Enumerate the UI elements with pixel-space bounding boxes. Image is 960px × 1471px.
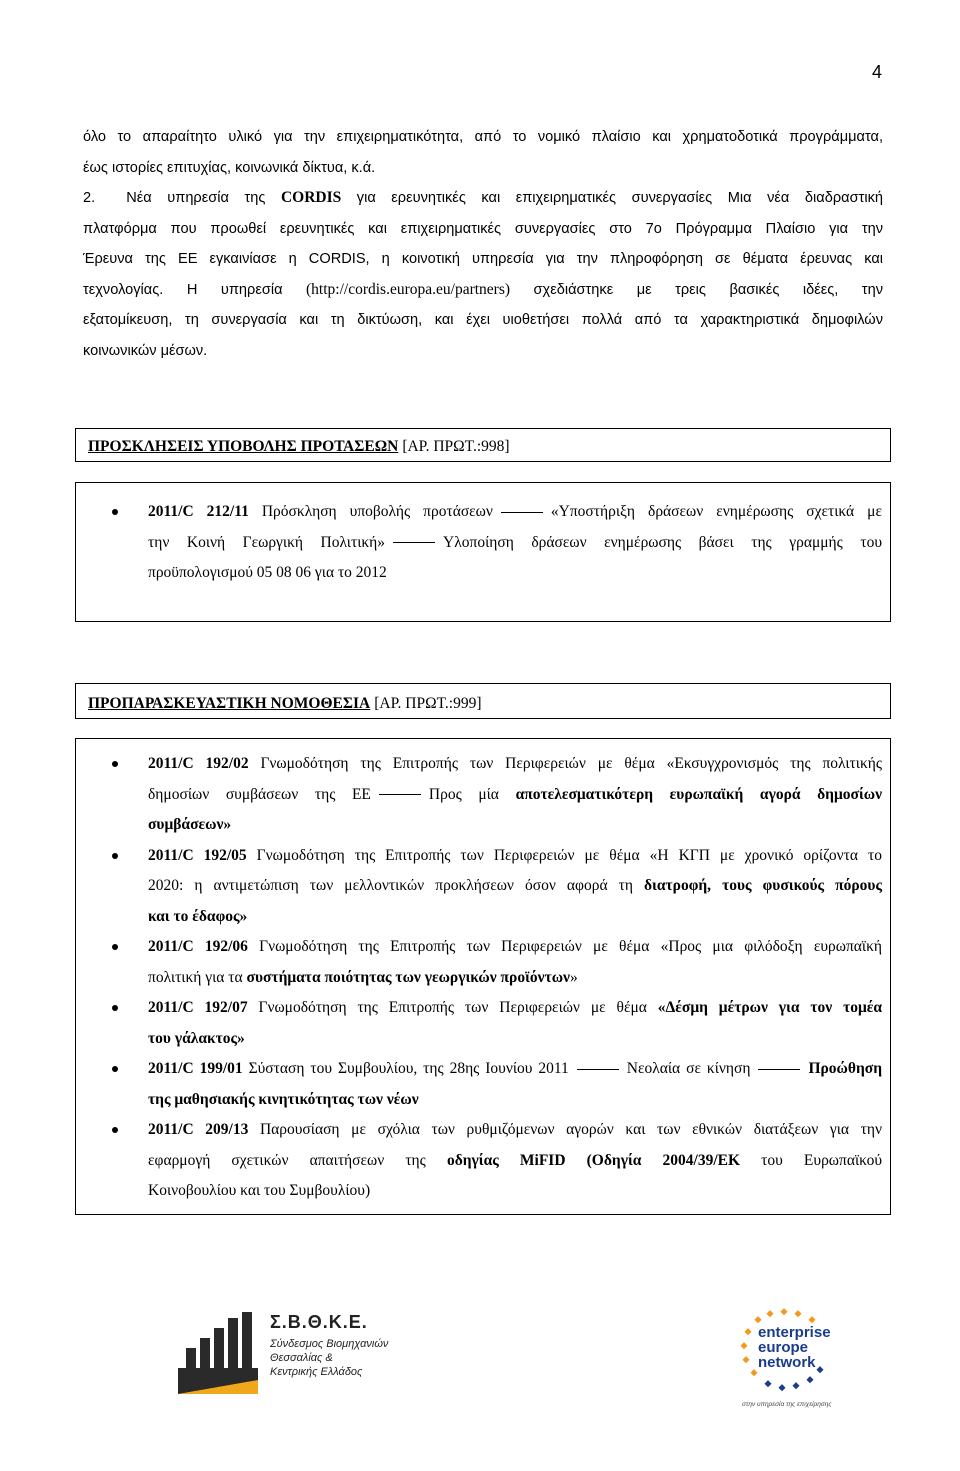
item-text: δημοσίων συμβάσεων της ΕΕ xyxy=(148,785,371,803)
item-bold-text: και το έδαφος» xyxy=(148,907,248,925)
item-text: Σύσταση του Συμβουλίου, της 28ης Ιουνίου 2011 xyxy=(248,1060,569,1077)
intro-line xyxy=(83,275,883,306)
item-text: την Κοινή Γεωργική Πολιτική» xyxy=(148,533,386,551)
intro-line: πλατφόρμα που προωθεί ερευνητικές και επιχειρηματικές συνεργασίες στο 7ο Πρόγραμμα Πλαίσιο για την xyxy=(83,220,883,237)
intro-line: όλο το απαραίτητο υλικό για την επιχειρηματικότητα, από το νομικό πλαίσιο και χρηματοδοτικά προγράμματα, xyxy=(83,129,883,145)
een-word: network xyxy=(758,1354,816,1371)
item-text: προϋπολογισμού 05 08 06 για το 2012 xyxy=(148,564,387,581)
item-text: Νέα υπηρεσία της xyxy=(126,190,266,206)
item-text: του Ευρωπαϊκού xyxy=(761,1151,883,1169)
item-code: 2011/C 192/05 xyxy=(148,846,247,864)
bullet-icon xyxy=(112,944,118,950)
item-text: Υλοποίηση δράσεων ενημέρωσης βάσει της γραμμής του xyxy=(443,533,882,551)
item-code: 2011/C 192/07 xyxy=(148,999,248,1016)
item-code: 2011/C 192/06 xyxy=(148,938,248,955)
item-bold-text: Προώθηση xyxy=(808,1060,883,1077)
item-text: 2020: η αντιμετώπιση των μελλοντικών προκλήσεων όσον αφορά τη xyxy=(148,877,633,894)
item-2-line xyxy=(83,183,883,214)
item-code: 2011/C 209/13 xyxy=(148,1121,249,1138)
intro-line: έως ιστορίες επιτυχίας, κοινωνικά δίκτυα, κ.ά. xyxy=(83,159,376,176)
logo-subtitle: Σύνδεσμος Βιομηχανιών xyxy=(270,1338,389,1350)
item-text: Γνωμοδότηση της Επιτροπής των Περιφερειών με θέμα «Προς μια φιλόδοξη ευρωπαϊκή xyxy=(259,938,882,955)
item-text: Πρόσκληση υποβολής προτάσεων xyxy=(261,503,493,520)
section-title: ΠΡΟΣΚΛΗΣΕΙΣ ΥΠΟΒΟΛΗΣ ΠΡΟΤΑΣΕΩΝ xyxy=(88,438,399,455)
een-word: europe xyxy=(758,1339,809,1356)
item-code: 2011/C 212/11 xyxy=(148,503,249,520)
cordis-url-link[interactable]: (http://cordis.europa.eu/partners) xyxy=(306,280,511,298)
calls-list xyxy=(76,483,890,589)
sbthke-text xyxy=(270,1312,388,1379)
een-tagline: στην υπηρεσία της επιχείρησης xyxy=(742,1401,832,1408)
intro-text-part: σχεδιάστηκε με τρεις βασικές ιδέες, την xyxy=(533,281,883,298)
list-item xyxy=(76,841,890,933)
item-bold-text: «Δέσμη μέτρων για τον τομέα xyxy=(657,999,883,1016)
item-bold-text: συστήματα ποιότητας των γεωργικών προϊόντων xyxy=(246,968,570,986)
bullet-icon xyxy=(112,1005,118,1011)
item-text: «Υποστήριξη δράσεων ενημέρωσης σχετικά με xyxy=(550,503,882,520)
cordis-name: CORDIS xyxy=(280,189,342,206)
bullet-icon xyxy=(112,853,118,859)
intro-line: Έρευνα της ΕΕ εγκαινίασε η CORDIS, η κοινοτική υπηρεσία για την πληροφόρηση σε θέματα έρευνας και xyxy=(83,251,883,267)
item-bold-text: αποτελεσματικότερη ευρωπαϊκή αγορά δημοσίων xyxy=(515,785,883,803)
logo-title: Σ.Β.Θ.Κ.Ε. xyxy=(270,1312,368,1332)
item-text: Γνωμοδότηση της Επιτροπής των Περιφερειών με θέμα «Η ΚΓΠ με χρονικό ορίζοντα το xyxy=(256,846,882,864)
section-heading-calls xyxy=(75,428,891,462)
logo-subtitle: Κεντρικής Ελλάδος xyxy=(270,1366,363,1378)
item-text: Κοινοβουλίου και του Συμβουλίου) xyxy=(148,1182,371,1199)
section-ref: [ΑΡ. ΠΡΩΤ.:998] xyxy=(402,438,510,455)
item-bold-text: της μαθησιακής κινητικότητας των νέων xyxy=(148,1090,419,1108)
list-item xyxy=(76,497,890,589)
logo-subtitle: Θεσσαλίας & xyxy=(270,1352,333,1364)
dash xyxy=(379,794,421,795)
een-word: enterprise xyxy=(758,1324,831,1341)
item-text: για ερευνητικές και επιχειρηματικές συνεργασίες Μια νέα διαδραστική xyxy=(356,190,883,206)
item-code: 2011/C 199/01 xyxy=(148,1060,243,1077)
section-ref: [ΑΡ. ΠΡΩΤ.:999] xyxy=(374,695,482,712)
item-bold-text: συμβάσεων» xyxy=(148,816,232,833)
section-title: ΠΡΟΠΑΡΑΣΚΕΥΑΣΤΙΚΗ ΝΟΜΟΘΕΣΙΑ xyxy=(88,695,371,712)
item-text: » xyxy=(569,968,578,986)
item-text: Παρουσίαση με σχόλια των ρυθμιζόμενων αγορών και των εθνικών διατάξεων για την xyxy=(259,1121,882,1138)
dash xyxy=(758,1069,800,1070)
bullet-icon xyxy=(112,509,118,515)
dash xyxy=(501,512,543,513)
bullet-icon xyxy=(112,761,118,767)
page-number: 4 xyxy=(871,62,882,82)
intro-text xyxy=(83,122,883,366)
intro-line: εξατομίκευση, τη συνεργασία και τη δικτύωση, και έχει υιοθετήσει πολλά από τα χαρακτηριστικά δημοφιλών xyxy=(83,312,883,328)
item-text: εφαρμογή σχετικών απαιτήσεων της xyxy=(148,1151,426,1169)
dash xyxy=(393,542,435,543)
intro-text-part: τεχνολογίας. Η υπηρεσία xyxy=(83,281,283,298)
item-text: Νεολαία σε κίνηση xyxy=(626,1060,751,1077)
dash xyxy=(577,1069,619,1070)
legislation-list-box xyxy=(75,738,891,1215)
list-item xyxy=(76,1115,890,1207)
list-item xyxy=(76,993,890,1054)
item-number: 2. xyxy=(83,190,96,206)
bullet-icon xyxy=(112,1066,118,1072)
item-text: Γνωμοδότηση της Επιτροπής των Περιφερειών με θέμα xyxy=(258,999,647,1016)
calls-list-box xyxy=(75,482,891,622)
list-item xyxy=(76,932,890,993)
list-item xyxy=(76,749,890,841)
item-text: Προς μία xyxy=(428,785,499,803)
list-item xyxy=(76,1054,890,1115)
bullet-icon xyxy=(112,1127,118,1133)
legislation-list xyxy=(76,739,890,1207)
intro-line: κοινωνικών μέσων. xyxy=(83,342,208,359)
section-heading-legislation xyxy=(75,683,891,719)
item-code: 2011/C 192/02 xyxy=(148,755,249,772)
item-bold-text: διατροφή, τους φυσικούς πόρους xyxy=(644,877,883,894)
item-text: Γνωμοδότηση της Επιτροπής των Περιφερειών με θέμα «Εκσυγχρονισμός της πολιτικής xyxy=(260,755,883,772)
item-bold-text: οδηγίας MiFID (Οδηγία 2004/39/ΕΚ xyxy=(446,1151,741,1169)
item-bold-text: του γάλακτος» xyxy=(148,1029,245,1047)
item-text: πολιτική για τα xyxy=(148,968,243,986)
